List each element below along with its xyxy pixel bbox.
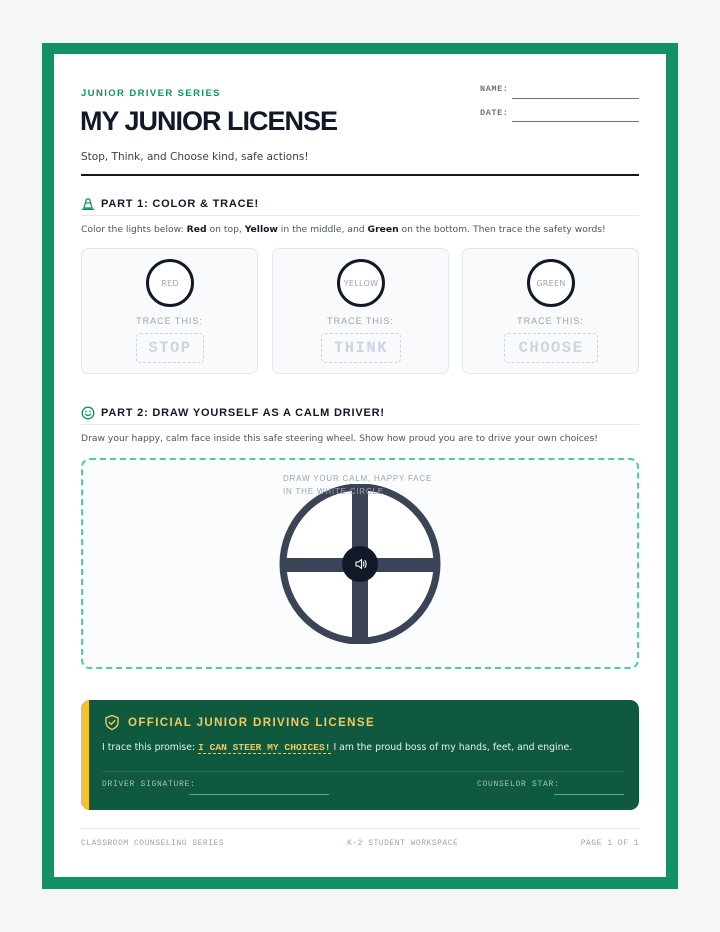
footer-right: PAGE 1 OF 1 [580,839,639,848]
footer-left: CLASSROOM COUNSELING SERIES [81,839,225,848]
page-subtitle: Stop, Think, and Choose kind, safe actions! [81,151,309,163]
license-divider [102,771,624,772]
part2-title: PART 2: DRAW YOURSELF AS A CALM DRIVER! [101,407,385,419]
part2-divider [81,424,639,425]
shield-check-icon [104,714,120,731]
series-label: JUNIOR DRIVER SERIES [81,88,221,99]
trace-word-choose[interactable]: CHOOSE [504,333,598,363]
license-promise-text: I trace this promise: I CAN STEER MY CHOICES! I am the proud boss of my hands, feet, and engine. [102,742,573,753]
name-field[interactable] [512,98,639,99]
drawing-area[interactable] [81,458,639,669]
counselor-star-field[interactable] [554,794,624,795]
license-title: OFFICIAL JUNIOR DRIVING LICENSE [128,716,376,729]
trace-label: TRACE THIS: [136,316,203,326]
trace-word-think[interactable]: THINK [321,333,401,363]
date-field[interactable] [512,121,639,122]
trace-word-stop[interactable]: STOP [136,333,204,363]
counselor-star-label: COUNSELOR STAR: [477,780,560,789]
smiley-face-icon [81,406,95,420]
part1-instructions: Color the lights below: Red on top, Yellow in the middle, and Green on the bottom. Then trace the safety words! [81,224,606,235]
page-border [42,43,678,889]
part2-heading [81,404,385,422]
trace-card-green [462,248,639,374]
header-divider [81,174,639,176]
part2-instructions: Draw your happy, calm face inside this safe steering wheel. Show how proud you are to drive your own choices! [81,433,598,444]
signature-label: DRIVER SIGNATURE: [102,780,196,789]
worksheet [54,54,666,877]
light-circle-red[interactable]: RED [146,259,194,307]
drawing-hint: DRAW YOUR CALM, HAPPY FACE IN THE WHITE CIRCLE [283,474,433,496]
part1-divider [81,215,639,216]
traffic-cone-icon [81,197,95,211]
footer-center: K-2 STUDENT WORKSPACE [347,839,459,848]
footer-divider [81,828,639,829]
speaker-icon[interactable] [354,557,368,571]
name-label: NAME: [480,84,509,94]
license-stripe [81,700,89,810]
promise-trace[interactable]: I CAN STEER MY CHOICES! [198,742,331,753]
light-circle-yellow[interactable]: YELLOW [337,259,385,307]
license-heading [104,714,375,731]
trace-card-yellow [272,248,449,374]
signature-field[interactable] [189,794,329,795]
trace-label: TRACE THIS: [517,316,584,326]
page-title: MY JUNIOR LICENSE [80,106,338,136]
license-card [81,700,639,810]
date-label: DATE: [480,108,509,118]
part1-heading [81,195,259,213]
trace-card-red [81,248,258,374]
light-circle-green[interactable]: GREEN [527,259,575,307]
part1-title: PART 1: COLOR & TRACE! [101,198,259,210]
trace-label: TRACE THIS: [327,316,394,326]
